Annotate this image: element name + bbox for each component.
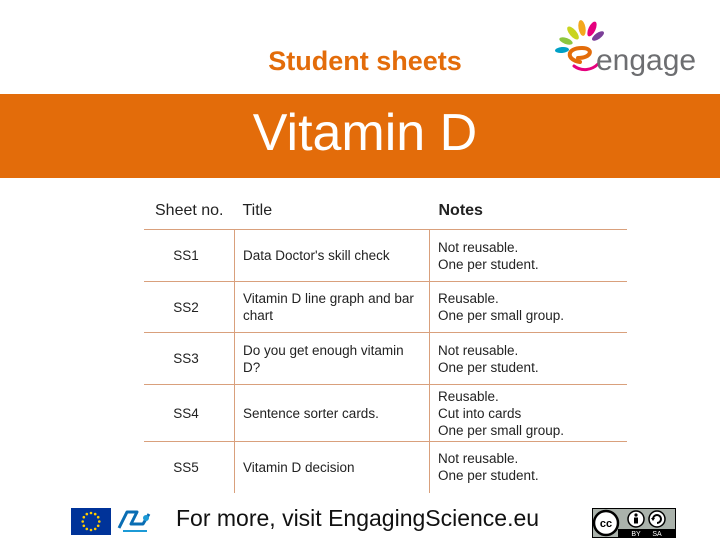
- sheet-title: Do you get enough vitamin D?: [235, 333, 430, 385]
- student-sheets-table: [144, 193, 627, 493]
- fp7-logo-icon: [113, 506, 157, 536]
- note-line: One per student.: [438, 256, 539, 272]
- title-banner: [0, 94, 720, 178]
- sheet-number: SS2: [144, 282, 235, 333]
- sheet-number: SS1: [144, 230, 235, 282]
- sheet-notes: [430, 282, 628, 333]
- sheet-notes: [430, 385, 628, 442]
- footer-link-text[interactable]: For more, visit EngagingScience.eu: [176, 505, 540, 531]
- page-subtitle: Student sheets: [268, 46, 462, 76]
- note-line: One per student.: [438, 359, 539, 375]
- note-line: Not reusable.: [438, 239, 519, 255]
- sheet-title: Sentence sorter cards.: [235, 385, 430, 442]
- sheet-title: Data Doctor's skill check: [235, 230, 430, 282]
- note-line: Not reusable.: [438, 451, 519, 467]
- cc-label: cc: [599, 518, 613, 530]
- by-label: BY: [631, 531, 641, 538]
- sheet-number: SS3: [144, 333, 235, 385]
- note-line: Reusable.: [438, 388, 499, 404]
- logo-wordmark: engage: [596, 44, 697, 77]
- table-header-row: [144, 193, 627, 230]
- cc-by-sa-license-icon: [592, 508, 676, 538]
- table-row: [144, 282, 627, 333]
- sheet-notes: [430, 333, 628, 385]
- table-row: [144, 385, 627, 442]
- table-row: [144, 230, 627, 282]
- column-header-sheet-no: Sheet no.: [144, 193, 235, 230]
- note-line: Not reusable.: [438, 342, 519, 358]
- note-line: One per small group.: [438, 422, 565, 438]
- sheet-title: Vitamin D line graph and bar chart: [235, 282, 430, 333]
- engage-logo: [552, 14, 708, 80]
- sheet-notes: [430, 442, 628, 493]
- page-title: Vitamin D: [252, 104, 478, 162]
- sa-label: SA: [652, 531, 662, 538]
- note-line: Reusable.: [438, 291, 499, 306]
- sheet-notes: [430, 230, 628, 282]
- note-line: One per small group.: [438, 308, 565, 323]
- table-row: [144, 442, 627, 493]
- eu-flag-icon: [71, 508, 111, 535]
- note-line: Cut into cards: [438, 405, 522, 421]
- column-header-notes: Notes: [430, 193, 628, 230]
- table-row: [144, 333, 627, 385]
- column-header-title: Title: [235, 193, 430, 230]
- note-line: One per student.: [438, 468, 539, 484]
- sheet-number: SS4: [144, 385, 235, 442]
- sheet-number: SS5: [144, 442, 235, 493]
- sheet-title: Vitamin D decision: [235, 442, 430, 493]
